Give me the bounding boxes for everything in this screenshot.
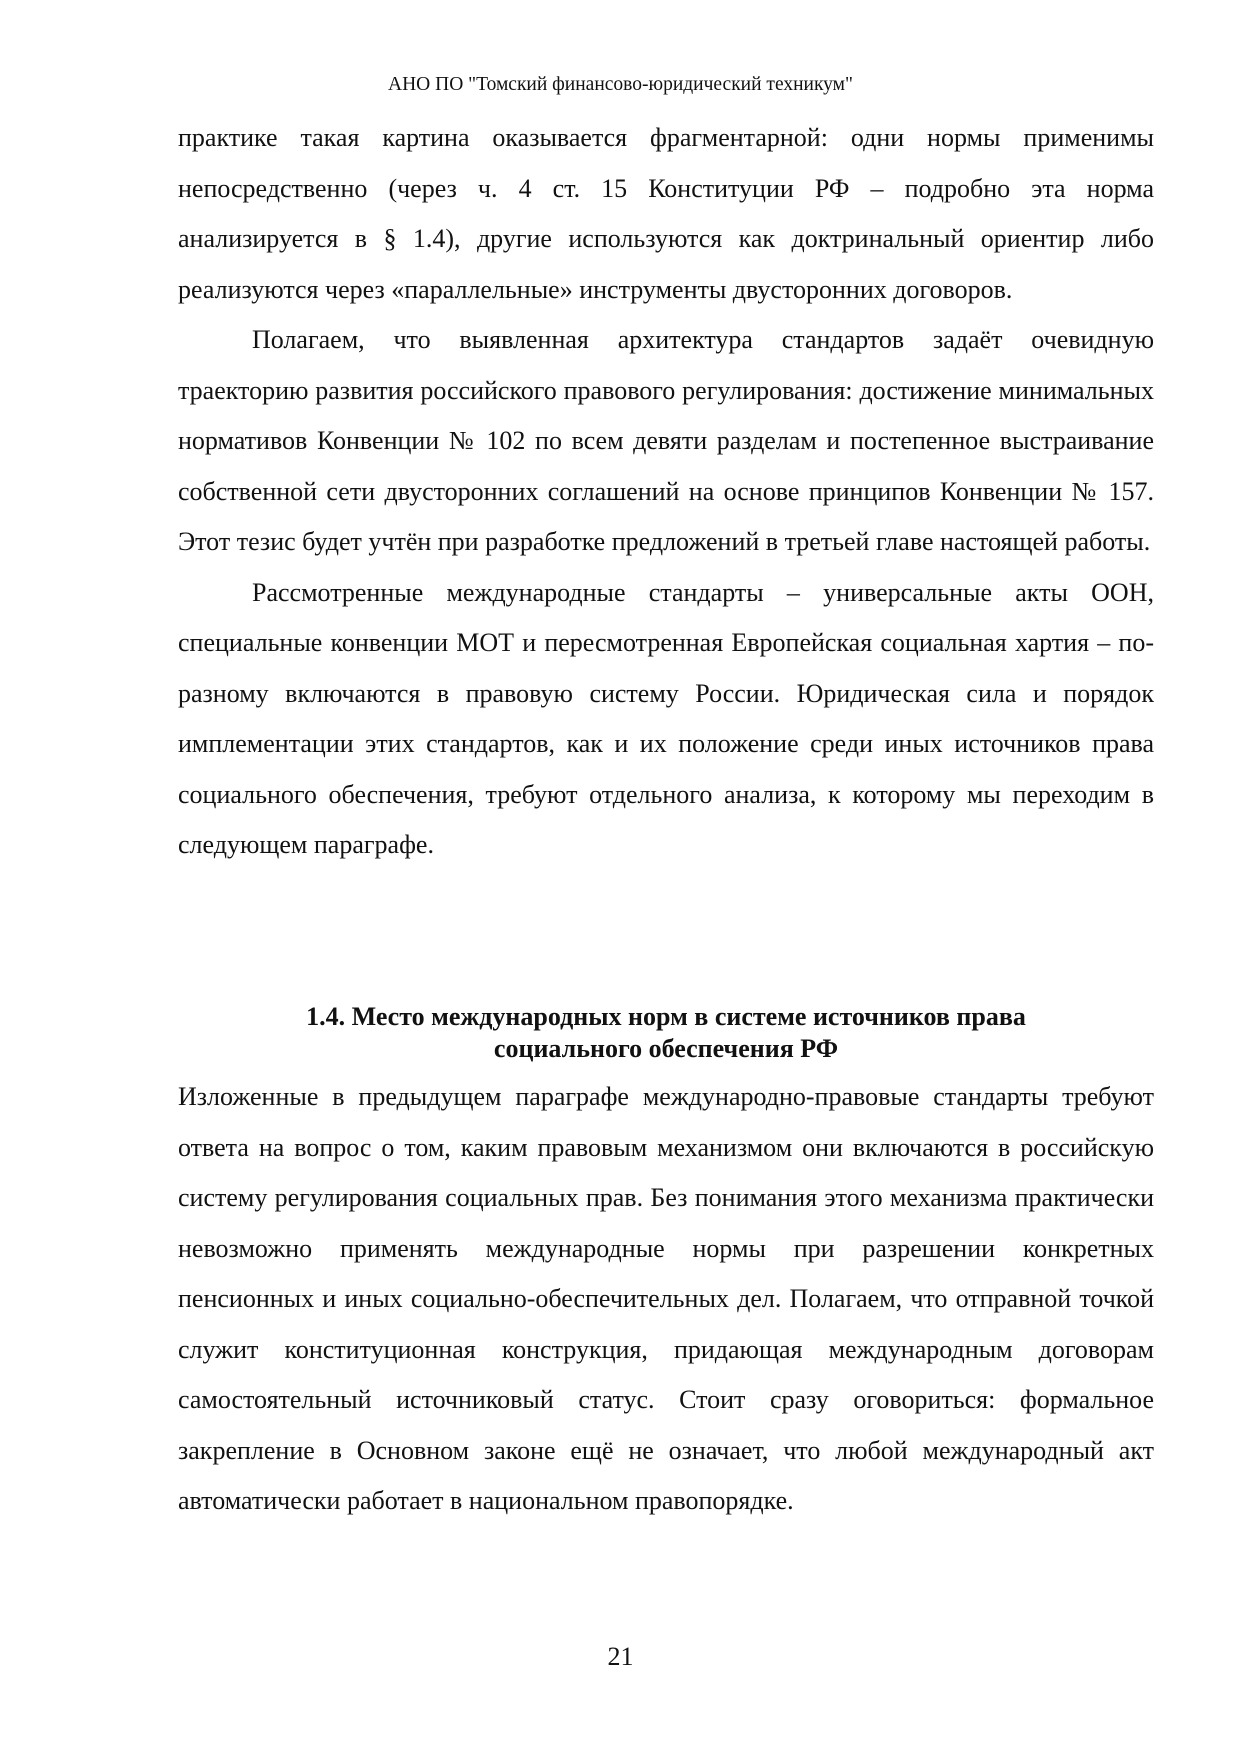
section-heading [178, 1001, 1154, 1065]
paragraph-continuation: практике такая картина оказывается фрагментарной: одни нормы применимы непосредственно (через ч. 4 ст. 15 Конституции РФ – подробно эта норма анализируется в § 1.4), другие используются как доктринальный ориентир либо реализуются через «параллельные» инструменты двусторонних договоров. [178, 123, 1154, 304]
section-heading-line: 1.4. Место международных норм в системе источников права [306, 1002, 1026, 1031]
paragraph: Изложенные в предыдущем параграфе международно-правовые стандарты требуют ответа на вопрос о том, каким правовым механизмом они включаются в российскую систему регулирования социальных прав. Без понимания этого механизма практически невозможно применять международные нормы при разрешении конкретных пенсионных и иных социально-обеспечительных дел. Полагаем, что отправной точкой служит конституционная конструкция, придающая международным договорам самостоятельный источниковый статус. Стоит сразу оговориться: формальное закрепление в Основном законе ещё не означает, что любой международный акт автоматически работает в национальном правопорядке. [178, 1082, 1154, 1515]
page-number: 21 [607, 1642, 634, 1671]
body-text-block [178, 113, 1154, 871]
running-header: АНО ПО "Томский финансово-юридический техникум" [388, 74, 853, 95]
section-heading-line: социального обеспечения РФ [493, 1034, 839, 1063]
paragraph: Рассмотренные международные стандарты – универсальные акты ООН, специальные конвенции МОТ и пересмотренная Европейская социальная хартия – по-разному включаются в правовую систему России. Юридическая сила и порядок имплементации этих стандартов, как и их положение среди иных источников права социального обеспечения, требуют отдельного анализа, к которому мы переходим в следующем параграфе. [178, 577, 1154, 859]
paragraph: Полагаем, что выявленная архитектура стандартов задаёт очевидную траекторию развития российского правового регулирования: достижение минимальных нормативов Конвенции № 102 по всем девяти разделам и постепенное выстраивание собственной сети двусторонних соглашений на основе принципов Конвенции № 157. Этот тезис будет учтён при разработке предложений в третьей главе настоящей работы. [178, 325, 1154, 556]
section-body-text [178, 1072, 1154, 1527]
